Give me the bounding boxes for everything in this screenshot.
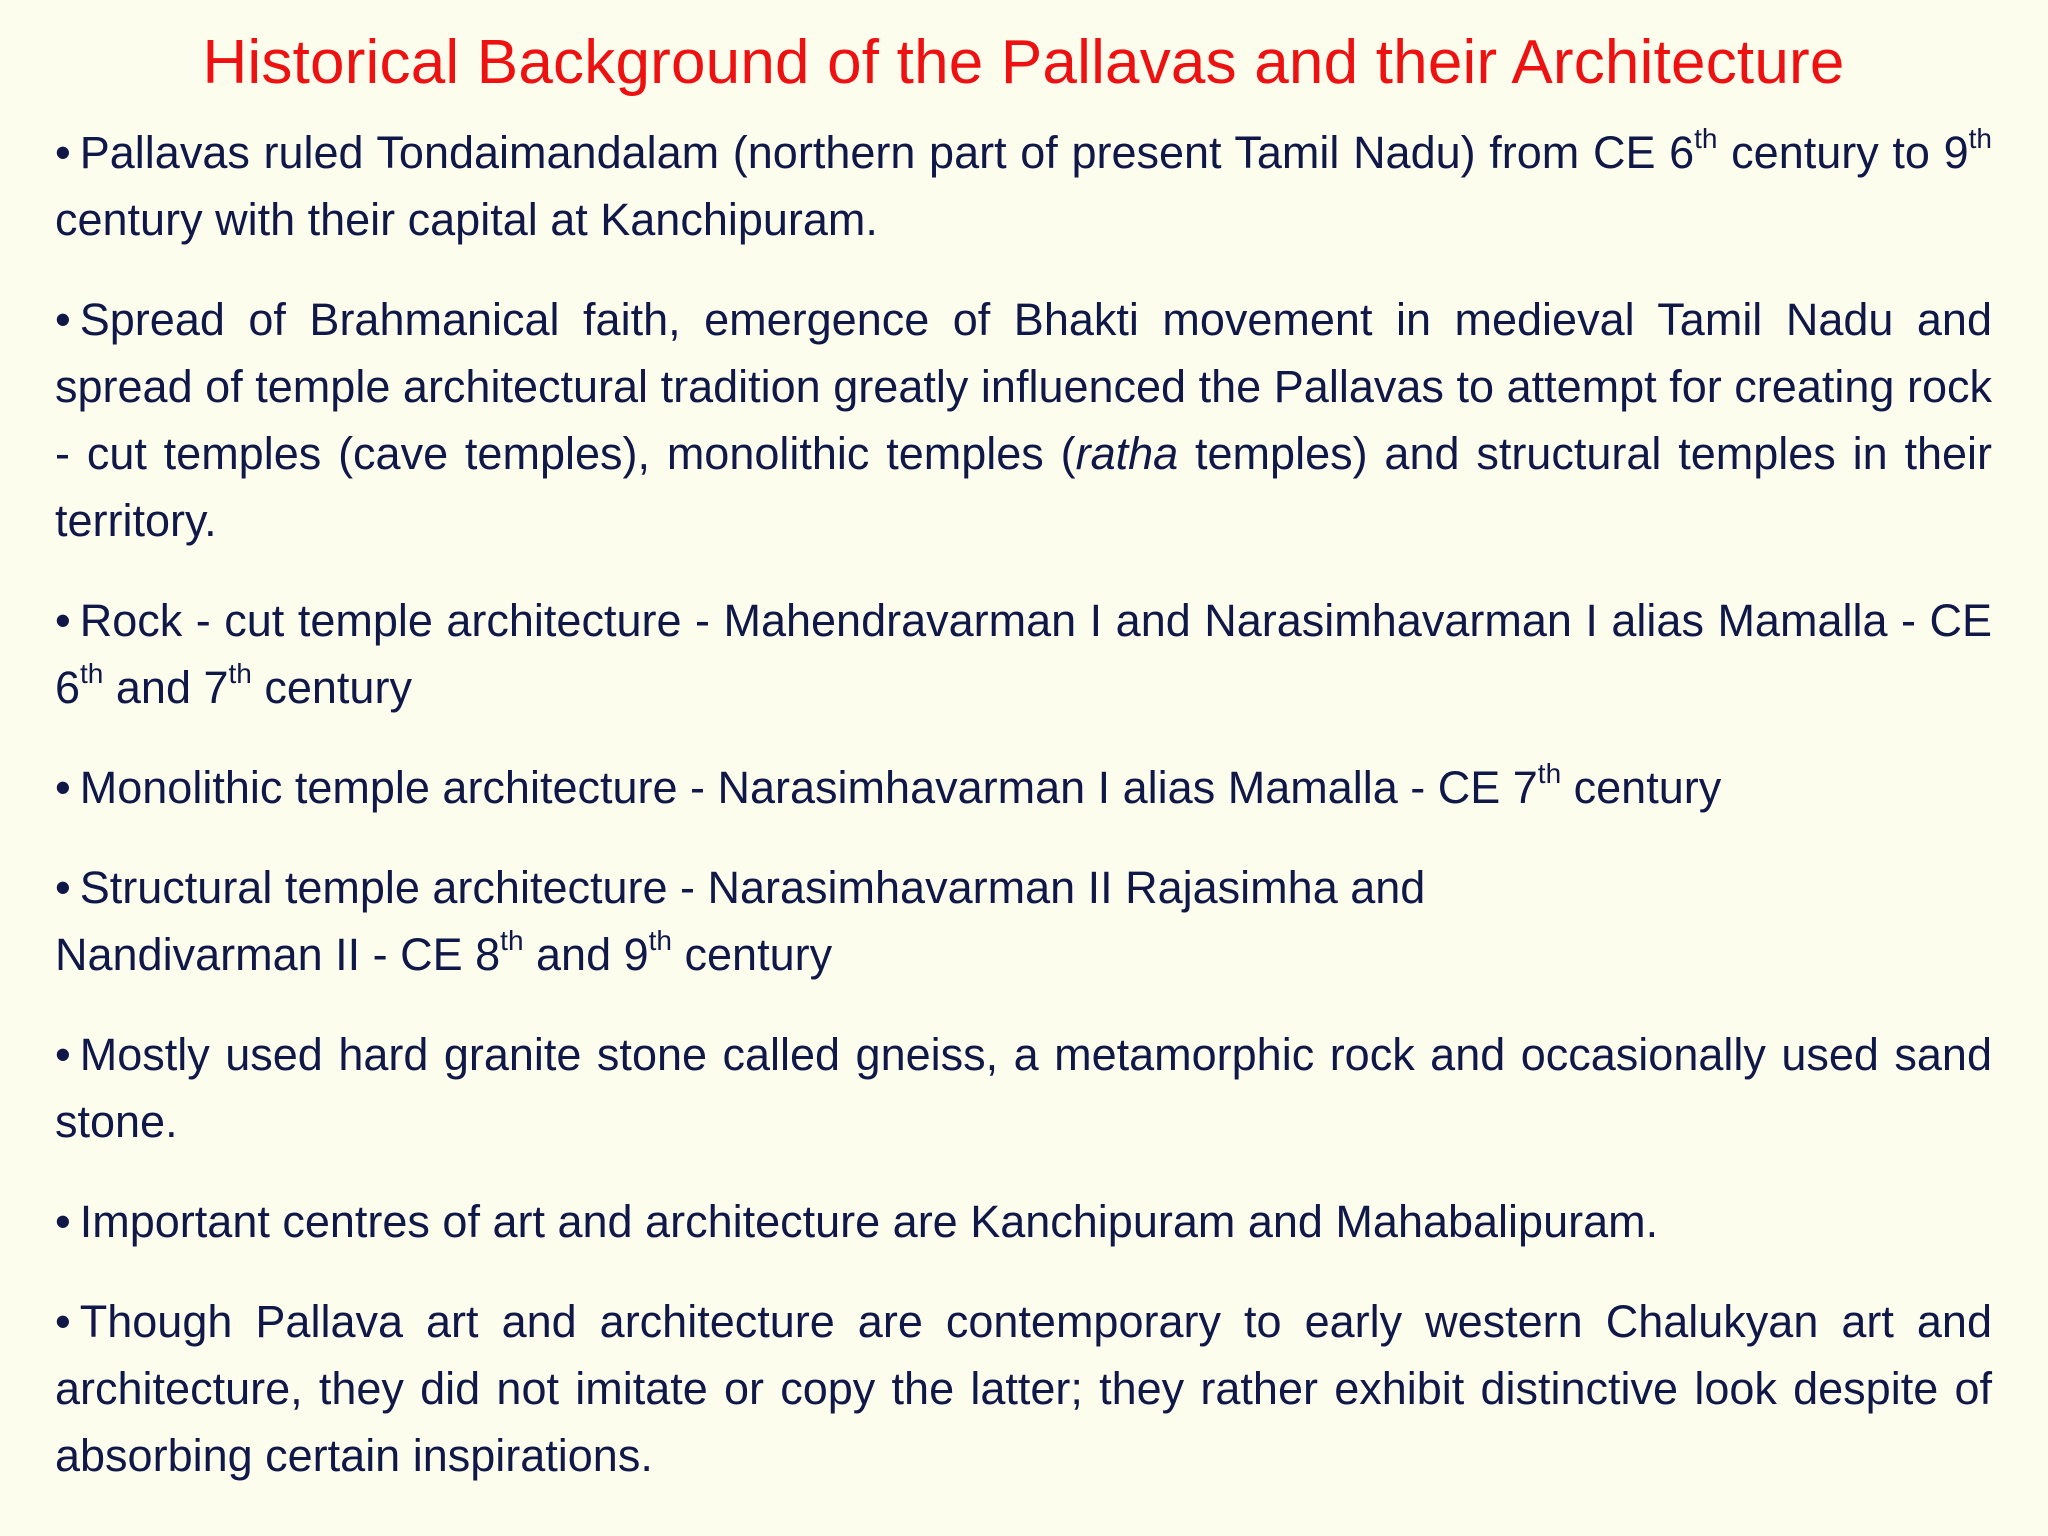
bullet-icon: •: [55, 1296, 71, 1347]
bullet-item-structural: • Structural temple architecture - Narasimhavarman II Rajasimha and Nandivarman II - CE 8th and 9th century: [55, 862, 1426, 980]
bullet-item-centres: • Important centres of art and architecture are Kanchipuram and Mahabalipuram.: [55, 1196, 1659, 1247]
bullet-icon: •: [55, 1029, 71, 1080]
bullet-icon: •: [55, 1196, 71, 1247]
bullet-item-influences: • Spread of Brahmanical faith, emergence of Bhakti movement in medieval Tamil Nadu and spread of temple architectural tradition greatly influenced the Pallavas to attempt for creating rock - cut temples (cave temples), monolithic temples (ratha temples) and structural temples in their territory.: [55, 294, 1992, 546]
bullet-icon: •: [55, 595, 71, 646]
slide-title: Historical Background of the Pallavas and their Architecture: [202, 28, 1845, 97]
bullet-icon: •: [55, 862, 71, 913]
bullet-item-materials: • Mostly used hard granite stone called gneiss, a metamorphic rock and occasionally used sand stone.: [55, 1029, 1992, 1147]
bullet-item-monolithic: • Monolithic temple architecture - Narasimhavarman I alias Mamalla - CE 7th century: [55, 758, 1722, 813]
bullet-item-distinctive: • Though Pallava art and architecture are contemporary to early western Chalukyan art and architecture, they did not imitate or copy the latter; they rather exhibit distinctive look despite of absorbing certain inspirations.: [55, 1296, 1992, 1481]
bullet-list: [55, 119, 1992, 1489]
bullet-item-pallava-rule: • Pallavas ruled Tondaimandalam (northern part of present Tamil Nadu) from CE 6th century to 9th century with their capital at Kanchipuram.: [55, 123, 1992, 245]
bullet-icon: •: [55, 294, 71, 345]
bullet-icon: •: [55, 127, 71, 178]
bullet-icon: •: [55, 762, 71, 813]
bullet-item-rock-cut: • Rock - cut temple architecture - Mahendravarman I and Narasimhavarman I alias Mamalla - CE 6th and 7th century: [55, 595, 1992, 713]
